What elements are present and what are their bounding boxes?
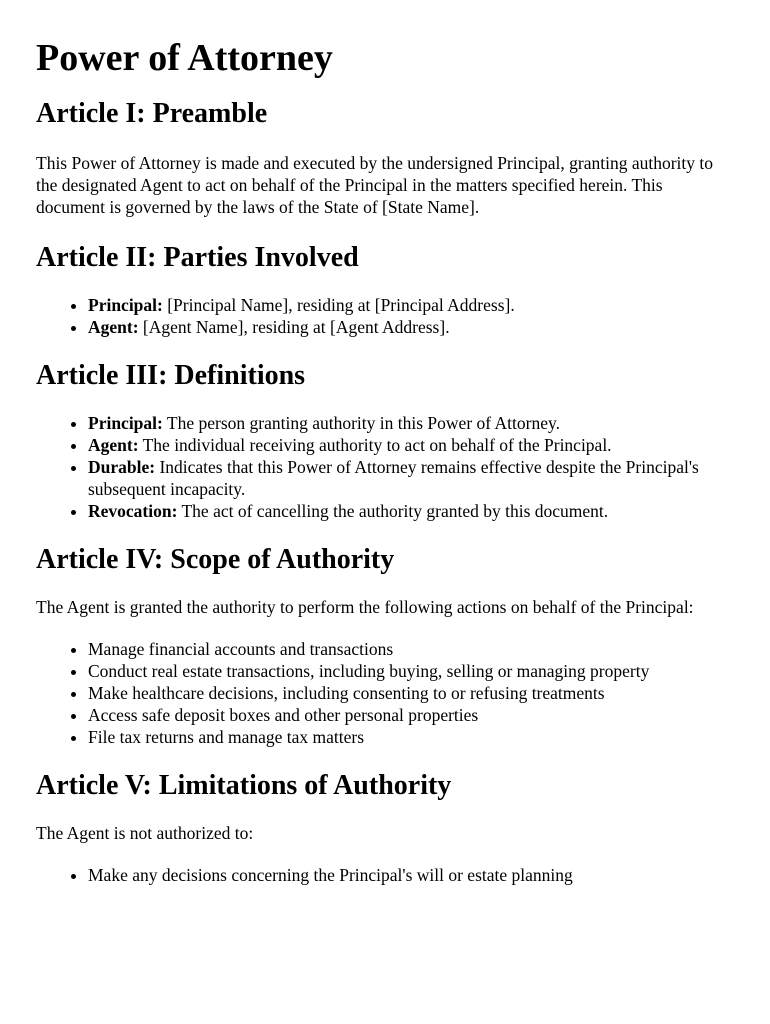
list-item <box>88 294 734 316</box>
list-item <box>88 456 734 500</box>
list-item-term: Revocation: <box>88 501 178 521</box>
list-item-text: Indicates that this Power of Attorney remains effective despite the Principal's subsequent incapacity. <box>88 457 699 499</box>
article-paragraph: The Agent is not authorized to: <box>36 823 254 843</box>
article-definitions <box>36 360 734 522</box>
article-parties <box>36 242 734 338</box>
article-heading: Article III: Definitions <box>36 360 306 391</box>
list-item: • Make any decisions concerning the Principal's will or estate planning <box>88 864 734 886</box>
article-heading: Article II: Parties Involved <box>36 242 359 273</box>
list-item-term: Principal: <box>88 413 163 433</box>
list-item <box>88 412 734 434</box>
list-item: • Access safe deposit boxes and other personal properties <box>88 704 734 726</box>
list-item-text: [Principal Name], residing at [Principal Address]. <box>162 295 515 315</box>
article-scope <box>36 544 734 748</box>
list-item-text: The individual receiving authority to act on behalf of the Principal. <box>138 435 612 455</box>
list-item-term: Agent: <box>88 435 139 455</box>
document-title: Power of Attorney <box>36 37 333 79</box>
list-item-term: Agent: <box>88 317 139 337</box>
list-item: • Make healthcare decisions, including consenting to or refusing treatments <box>88 682 734 704</box>
article-limitations <box>36 770 734 886</box>
list-item-text: The person granting authority in this Power of Attorney. <box>162 413 560 433</box>
list-item-text: The act of cancelling the authority granted by this document. <box>177 501 609 521</box>
article-heading: Article I: Preamble <box>36 98 268 129</box>
list-item: • Manage financial accounts and transactions <box>88 638 734 660</box>
list-item: • Conduct real estate transactions, including buying, selling or managing property <box>88 660 734 682</box>
list-item-text: [Agent Name], residing at [Agent Address]. <box>138 317 450 337</box>
list-item <box>88 316 734 338</box>
definitions-list <box>36 412 734 522</box>
article-paragraph: This Power of Attorney is made and executed by the undersigned Principal, granting authority to the designated Agent to act on behalf of the Principal in the matters specified herein. This document is governed by the laws of the State of [State Name]. <box>36 153 713 217</box>
list-item <box>88 434 734 456</box>
list-item-term: Durable: <box>88 457 156 477</box>
article-heading: Article IV: Scope of Authority <box>36 544 395 575</box>
article-preamble <box>36 98 734 218</box>
limitations-list <box>36 864 734 886</box>
list-item <box>88 500 734 522</box>
parties-list <box>36 294 734 338</box>
article-heading: Article V: Limitations of Authority <box>36 770 452 801</box>
authority-list <box>36 638 734 748</box>
list-item-term: Principal: <box>88 295 163 315</box>
article-paragraph: The Agent is granted the authority to perform the following actions on behalf of the Principal: <box>36 597 694 617</box>
list-item: • File tax returns and manage tax matters <box>88 726 734 748</box>
